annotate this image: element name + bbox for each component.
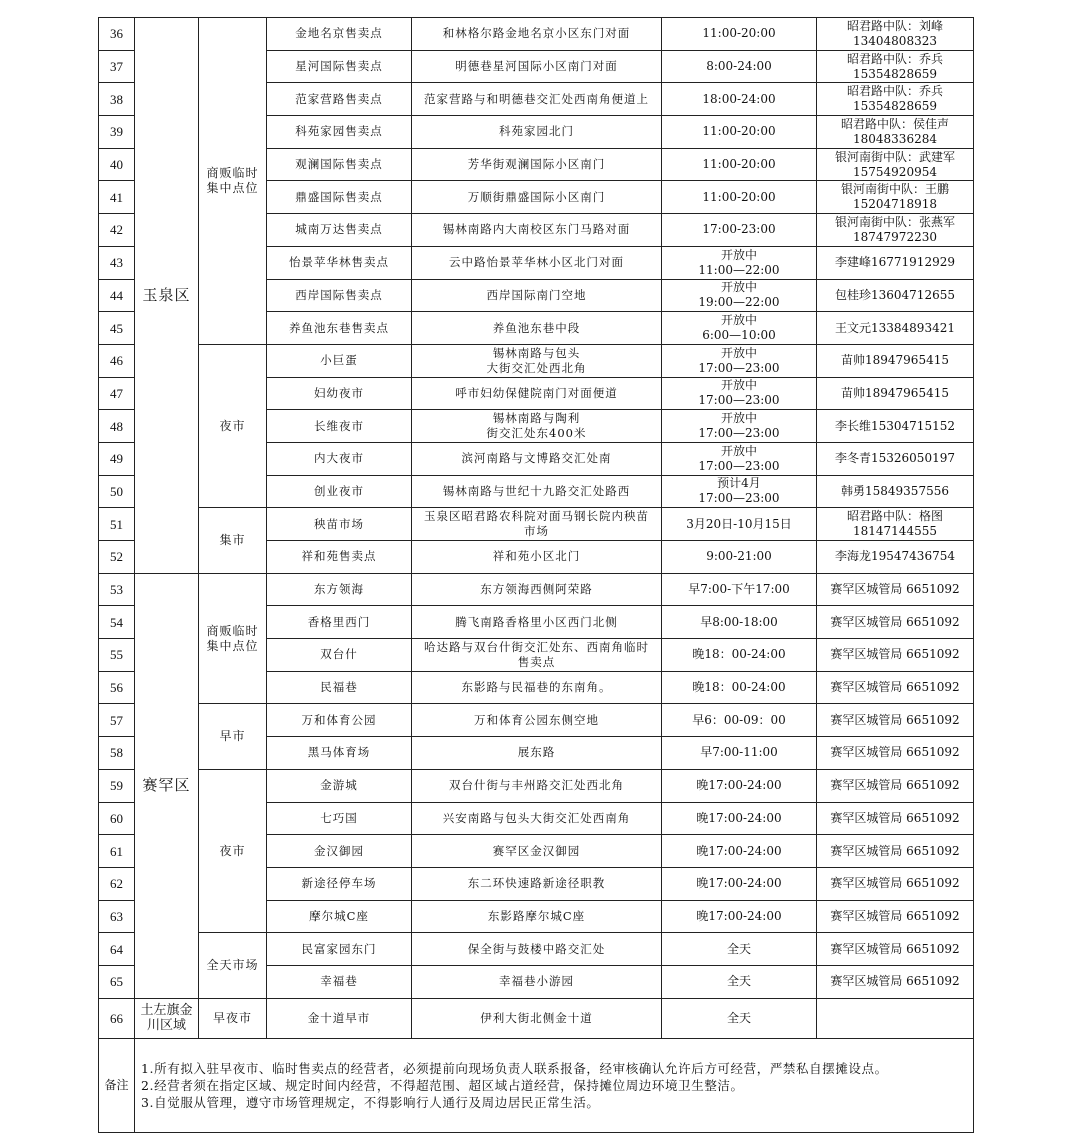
location-address: 东方领海西侧阿荣路 [412, 573, 662, 606]
opening-hours: 开放中 17:00—23:00 [662, 344, 817, 377]
contact: 李海龙19547436754 [817, 541, 974, 574]
contact: 韩勇15849357556 [817, 475, 974, 508]
location-address: 双台什街与丰州路交汇处西北角 [412, 769, 662, 802]
opening-hours: 晚17:00-24:00 [662, 900, 817, 933]
contact: 赛罕区城管局 6651092 [817, 802, 974, 835]
row-number: 52 [99, 541, 135, 574]
contact: 苗帅18947965415 [817, 377, 974, 410]
category-cell: 集市 [199, 508, 267, 573]
contact: 昭君路中队：格图 18147144555 [817, 508, 974, 541]
location-name: 万和体育公园 [267, 704, 412, 737]
row-number: 55 [99, 639, 135, 672]
contact: 李长维15304715152 [817, 410, 974, 443]
location-address: 范家营路与和明德巷交汇处西南角便道上 [412, 83, 662, 116]
row-number: 42 [99, 214, 135, 247]
location-address: 滨河南路与文博路交汇处南 [412, 442, 662, 475]
location-address: 万和体育公园东侧空地 [412, 704, 662, 737]
contact [817, 998, 974, 1038]
row-number: 60 [99, 802, 135, 835]
row-number: 43 [99, 246, 135, 279]
location-name: 幸福巷 [267, 965, 412, 998]
location-address: 伊利大街北侧金十道 [412, 998, 662, 1038]
location-name: 香格里西门 [267, 606, 412, 639]
contact: 李建峰16771912929 [817, 246, 974, 279]
contact: 赛罕区城管局 6651092 [817, 606, 974, 639]
location-address: 西岸国际南门空地 [412, 279, 662, 312]
note-line: 2.经营者须在指定区域、规定时间内经营，不得超范围、超区域占道经营，保持摊位周边环境卫生整洁。 [141, 1077, 744, 1093]
row-number: 57 [99, 704, 135, 737]
contact: 包桂珍13604712655 [817, 279, 974, 312]
opening-hours: 17:00-23:00 [662, 214, 817, 247]
table-row [99, 508, 974, 541]
note-line: 1.所有拟入驻早夜市、临时售卖点的经营者，必须提前向现场负责人联系报备，经审核确认允许后方可经营，严禁私自摆摊设点。 [141, 1060, 888, 1076]
row-number: 40 [99, 148, 135, 181]
location-name: 星河国际售卖点 [267, 50, 412, 83]
row-number: 48 [99, 410, 135, 443]
contact: 赛罕区城管局 6651092 [817, 867, 974, 900]
table-row [99, 573, 974, 606]
location-address: 明德巷星河国际小区南门对面 [412, 50, 662, 83]
location-name: 民富家园东门 [267, 933, 412, 966]
opening-hours: 早7:00-11:00 [662, 737, 817, 770]
contact: 李冬青15326050197 [817, 442, 974, 475]
location-address: 东影路摩尔城C座 [412, 900, 662, 933]
contact: 银河南街中队：王鹏 15204718918 [817, 181, 974, 214]
row-number: 50 [99, 475, 135, 508]
market-table-document [98, 17, 973, 1133]
location-address: 保全街与鼓楼中路交汇处 [412, 933, 662, 966]
location-address: 养鱼池东巷中段 [412, 312, 662, 345]
opening-hours: 11:00-20:00 [662, 148, 817, 181]
category-cell: 商贩临时 集中点位 [199, 18, 267, 345]
notes-content [135, 1038, 974, 1132]
category-cell: 夜市 [199, 344, 267, 507]
contact: 昭君路中队：刘峰 13404808323 [817, 18, 974, 51]
location-address: 东影路与民福巷的东南角。 [412, 671, 662, 704]
location-address: 东二环快速路新途径职教 [412, 867, 662, 900]
table-row [99, 344, 974, 377]
row-number: 59 [99, 769, 135, 802]
contact: 赛罕区城管局 6651092 [817, 933, 974, 966]
location-address: 哈达路与双台什街交汇处东、西南角临时 售卖点 [412, 639, 662, 672]
table-row [99, 933, 974, 966]
opening-hours: 全天 [662, 965, 817, 998]
opening-hours: 晚18：00-24:00 [662, 639, 817, 672]
category-cell: 早夜市 [199, 998, 267, 1038]
location-name: 长维夜市 [267, 410, 412, 443]
category-cell: 商贩临时 集中点位 [199, 573, 267, 704]
opening-hours: 早7:00-下午17:00 [662, 573, 817, 606]
opening-hours: 开放中 17:00—23:00 [662, 410, 817, 443]
row-number: 46 [99, 344, 135, 377]
location-name: 新途径停车场 [267, 867, 412, 900]
location-name: 民福巷 [267, 671, 412, 704]
contact: 苗帅18947965415 [817, 344, 974, 377]
opening-hours: 晚18：00-24:00 [662, 671, 817, 704]
location-name: 西岸国际售卖点 [267, 279, 412, 312]
location-address: 赛罕区金汉御园 [412, 835, 662, 868]
row-number: 65 [99, 965, 135, 998]
row-number: 36 [99, 18, 135, 51]
location-name: 金汉御园 [267, 835, 412, 868]
market-location-table [98, 17, 974, 1133]
contact: 赛罕区城管局 6651092 [817, 704, 974, 737]
opening-hours: 晚17:00-24:00 [662, 835, 817, 868]
opening-hours: 全天 [662, 933, 817, 966]
location-name: 小巨蛋 [267, 344, 412, 377]
opening-hours: 11:00-20:00 [662, 18, 817, 51]
contact: 赛罕区城管局 6651092 [817, 737, 974, 770]
contact: 赛罕区城管局 6651092 [817, 671, 974, 704]
row-number: 39 [99, 116, 135, 149]
opening-hours: 9:00-21:00 [662, 541, 817, 574]
row-number: 54 [99, 606, 135, 639]
location-name: 城南万达售卖点 [267, 214, 412, 247]
contact: 昭君路中队：乔兵 15354828659 [817, 50, 974, 83]
opening-hours: 18:00-24:00 [662, 83, 817, 116]
table-row [99, 998, 974, 1038]
opening-hours: 8:00-24:00 [662, 50, 817, 83]
notes-label: 备注 [99, 1038, 135, 1132]
row-number: 53 [99, 573, 135, 606]
category-cell: 早市 [199, 704, 267, 769]
location-address: 腾飞南路香格里小区西门北侧 [412, 606, 662, 639]
district-cell: 赛罕区 [135, 573, 199, 998]
contact: 赛罕区城管局 6651092 [817, 769, 974, 802]
opening-hours: 11:00-20:00 [662, 116, 817, 149]
location-address: 芳华街观澜国际小区南门 [412, 148, 662, 181]
location-name: 鼎盛国际售卖点 [267, 181, 412, 214]
row-number: 62 [99, 867, 135, 900]
category-cell: 夜市 [199, 769, 267, 932]
opening-hours: 开放中 19:00—22:00 [662, 279, 817, 312]
opening-hours: 早8:00-18:00 [662, 606, 817, 639]
row-number: 47 [99, 377, 135, 410]
location-address: 祥和苑小区北门 [412, 541, 662, 574]
location-address: 锡林南路与世纪十九路交汇处路西 [412, 475, 662, 508]
row-number: 44 [99, 279, 135, 312]
location-address: 呼市妇幼保健院南门对面便道 [412, 377, 662, 410]
table-row [99, 769, 974, 802]
table-row [99, 18, 974, 51]
location-name: 养鱼池东巷售卖点 [267, 312, 412, 345]
location-name: 怡景苹华林售卖点 [267, 246, 412, 279]
district-cell: 土左旗金 川区域 [135, 998, 199, 1038]
contact: 王文元13384893421 [817, 312, 974, 345]
opening-hours: 晚17:00-24:00 [662, 867, 817, 900]
table-row [99, 704, 974, 737]
row-number: 61 [99, 835, 135, 868]
contact: 银河南街中队：武建军 15754920954 [817, 148, 974, 181]
row-number: 56 [99, 671, 135, 704]
location-address: 云中路怡景苹华林小区北门对面 [412, 246, 662, 279]
contact: 赛罕区城管局 6651092 [817, 835, 974, 868]
location-name: 妇幼夜市 [267, 377, 412, 410]
location-name: 观澜国际售卖点 [267, 148, 412, 181]
opening-hours: 开放中 17:00—23:00 [662, 377, 817, 410]
notes-row [99, 1038, 974, 1132]
district-cell: 玉泉区 [135, 18, 199, 574]
location-address: 幸福巷小游园 [412, 965, 662, 998]
location-address: 和林格尔路金地名京小区东门对面 [412, 18, 662, 51]
location-name: 内大夜市 [267, 442, 412, 475]
location-address: 兴安南路与包头大街交汇处西南角 [412, 802, 662, 835]
row-number: 51 [99, 508, 135, 541]
row-number: 45 [99, 312, 135, 345]
location-address: 科苑家园北门 [412, 116, 662, 149]
location-name: 七巧国 [267, 802, 412, 835]
location-name: 双台什 [267, 639, 412, 672]
opening-hours: 开放中 11:00—22:00 [662, 246, 817, 279]
row-number: 49 [99, 442, 135, 475]
opening-hours: 开放中 6:00—10:00 [662, 312, 817, 345]
row-number: 63 [99, 900, 135, 933]
location-name: 金地名京售卖点 [267, 18, 412, 51]
opening-hours: 晚17:00-24:00 [662, 769, 817, 802]
row-number: 41 [99, 181, 135, 214]
row-number: 66 [99, 998, 135, 1038]
location-name: 范家营路售卖点 [267, 83, 412, 116]
contact: 赛罕区城管局 6651092 [817, 639, 974, 672]
location-address: 锡林南路与包头 大街交汇处西北角 [412, 344, 662, 377]
row-number: 38 [99, 83, 135, 116]
location-name: 祥和苑售卖点 [267, 541, 412, 574]
location-address: 展东路 [412, 737, 662, 770]
location-name: 东方领海 [267, 573, 412, 606]
row-number: 58 [99, 737, 135, 770]
opening-hours: 晚17:00-24:00 [662, 802, 817, 835]
category-cell: 全天市场 [199, 933, 267, 998]
contact: 赛罕区城管局 6651092 [817, 965, 974, 998]
opening-hours: 预计4月 17:00—23:00 [662, 475, 817, 508]
location-address: 万顺街鼎盛国际小区南门 [412, 181, 662, 214]
location-address: 玉泉区昭君路农科院对面马钢长院内秧苗 市场 [412, 508, 662, 541]
row-number: 64 [99, 933, 135, 966]
opening-hours: 早6：00-09：00 [662, 704, 817, 737]
location-address: 锡林南路与陶利 街交汇处东400米 [412, 410, 662, 443]
location-address: 锡林南路内大南校区东门马路对面 [412, 214, 662, 247]
location-name: 黑马体育场 [267, 737, 412, 770]
note-line: 3.自觉服从管理，遵守市场管理规定，不得影响行人通行及周边居民正常生活。 [141, 1094, 600, 1110]
location-name: 秧苗市场 [267, 508, 412, 541]
contact: 赛罕区城管局 6651092 [817, 573, 974, 606]
opening-hours: 11:00-20:00 [662, 181, 817, 214]
opening-hours: 3月20日-10月15日 [662, 508, 817, 541]
contact: 昭君路中队：乔兵 15354828659 [817, 83, 974, 116]
location-name: 创业夜市 [267, 475, 412, 508]
location-name: 金游城 [267, 769, 412, 802]
location-name: 科苑家园售卖点 [267, 116, 412, 149]
location-name: 金十道早市 [267, 998, 412, 1038]
location-name: 摩尔城C座 [267, 900, 412, 933]
opening-hours: 开放中 17:00—23:00 [662, 442, 817, 475]
contact: 昭君路中队：侯佳声 18048336284 [817, 116, 974, 149]
opening-hours: 全天 [662, 998, 817, 1038]
contact: 赛罕区城管局 6651092 [817, 900, 974, 933]
row-number: 37 [99, 50, 135, 83]
contact: 银河南街中队：张燕军 18747972230 [817, 214, 974, 247]
